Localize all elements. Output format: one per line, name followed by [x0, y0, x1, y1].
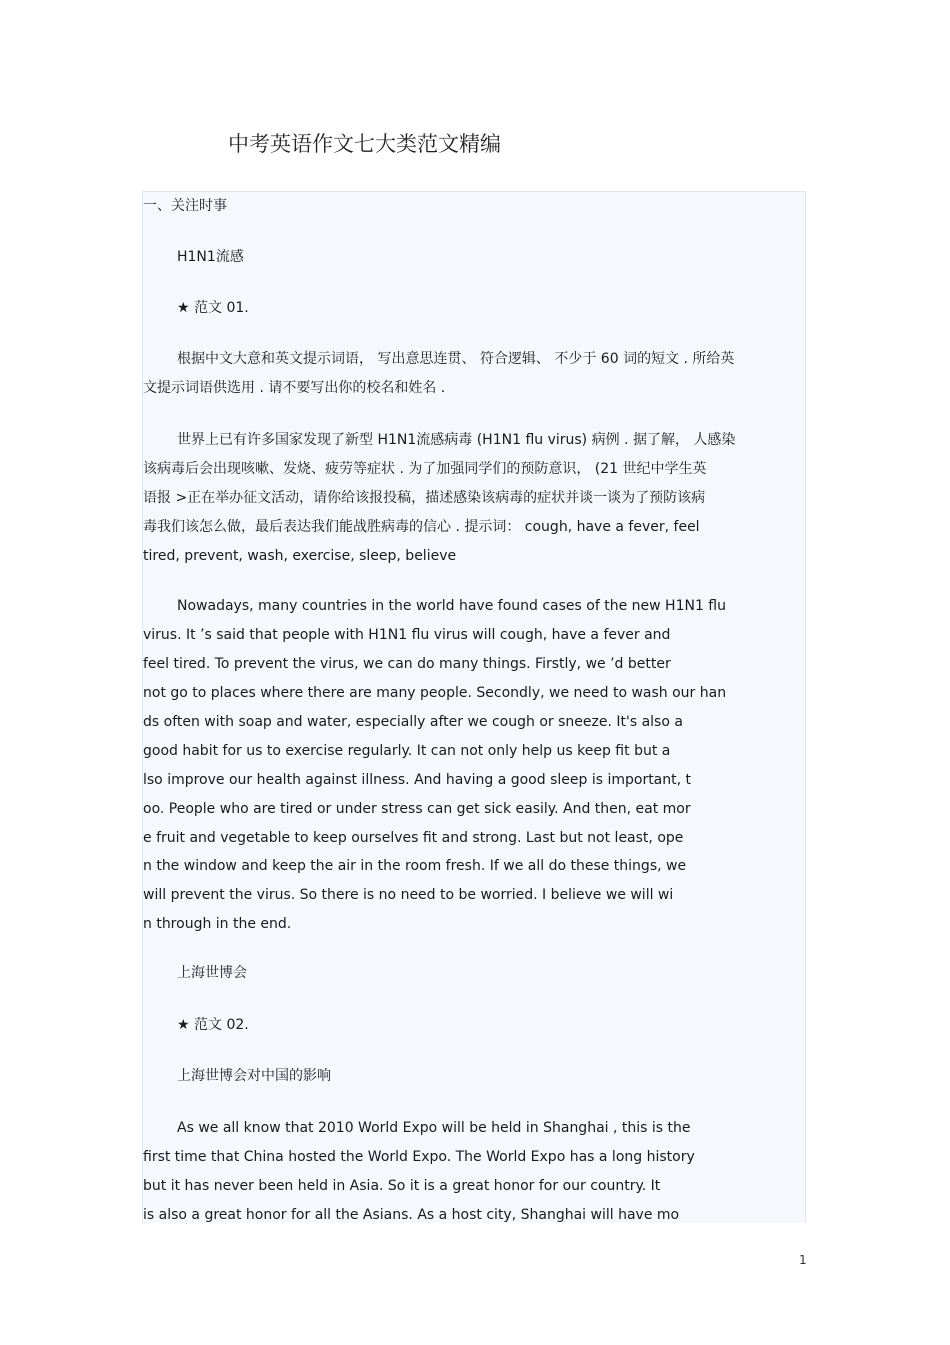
sample-label-02: ★ 范文 02.	[177, 1017, 249, 1033]
essay-line: As we all know that 2010 World Expo will be held in Shanghai , this is the	[177, 1120, 691, 1136]
essay-line: is also a great honor for all the Asians. As a host city, Shanghai will have mo	[143, 1207, 680, 1223]
prompt-line: 语报 >正在举办征文活动，请你给该报投稿，描述感染该病毒的症状并谈一谈为了预防该病	[143, 490, 706, 506]
instruction-line: 文提示词语供选用 . 请不要写出你的校名和姓名 .	[143, 380, 446, 396]
section-heading: 一、关注时事	[143, 198, 227, 214]
essay-line: not go to places where there are many people. Secondly, we need to wash our han	[143, 685, 727, 701]
essay-line: virus. It ’s said that people with H1N1 flu virus will cough, have a fever and	[143, 627, 671, 643]
essay-line: n the window and keep the air in the room fresh. If we all do these things, we	[143, 858, 687, 874]
essay-line: first time that China hosted the World Expo. The World Expo has a long history	[143, 1149, 695, 1165]
topic-subtitle-expo: 上海世博会对中国的影响	[177, 1068, 331, 1084]
essay-line: ds often with soap and water, especially after we cough or sneeze. It's also a	[143, 714, 683, 730]
prompt-line: 世界上已有许多国家发现了新型 H1N1流感病毒 (H1N1 flu virus) 病例 . 据了解， 人感染	[177, 432, 736, 448]
page-number: 1	[799, 1253, 807, 1267]
prompt-line: 毒我们该怎么做，最后表达我们能战胜病毒的信心 . 提示词： cough, have a fever, feel	[143, 519, 700, 535]
essay-line: good habit for us to exercise regularly. It can not only help us keep fit but a	[143, 743, 671, 759]
essay-line: but it has never been held in Asia. So it is a great honor for our country. It	[143, 1178, 661, 1194]
essay-line: n through in the end.	[143, 916, 292, 932]
topic-title-expo: 上海世博会	[177, 965, 247, 981]
instruction-line: 根据中文大意和英文提示词语， 写出意思连贯、 符合逻辑、 不少于 60 词的短文 . 所给英	[177, 351, 735, 367]
essay-line: oo. People who are tired or under stress can get sick easily. And then, eat mor	[143, 801, 691, 817]
prompt-line: tired, prevent, wash, exercise, sleep, believe	[143, 548, 457, 564]
topic-title-h1n1: H1N1流感	[177, 249, 244, 265]
essay-line: e fruit and vegetable to keep ourselves fit and strong. Last but not least, ope	[143, 830, 684, 846]
prompt-line: 该病毒后会出现咳嗽、发烧、疲劳等症状 . 为了加强同学们的预防意识， (21 世纪中学生英	[143, 461, 707, 477]
essay-line: Nowadays, many countries in the world have found cases of the new H1N1 flu	[177, 598, 726, 614]
essay-line: feel tired. To prevent the virus, we can do many things. Firstly, we ’d better	[143, 656, 671, 672]
sample-label-01: ★ 范文 01.	[177, 300, 249, 316]
document-title: 中考英语作文七大类范文精编	[228, 132, 501, 156]
essay-line: will prevent the virus. So there is no need to be worried. I believe we will wi	[143, 887, 674, 903]
essay-line: lso improve our health against illness. And having a good sleep is important, t	[143, 772, 692, 788]
